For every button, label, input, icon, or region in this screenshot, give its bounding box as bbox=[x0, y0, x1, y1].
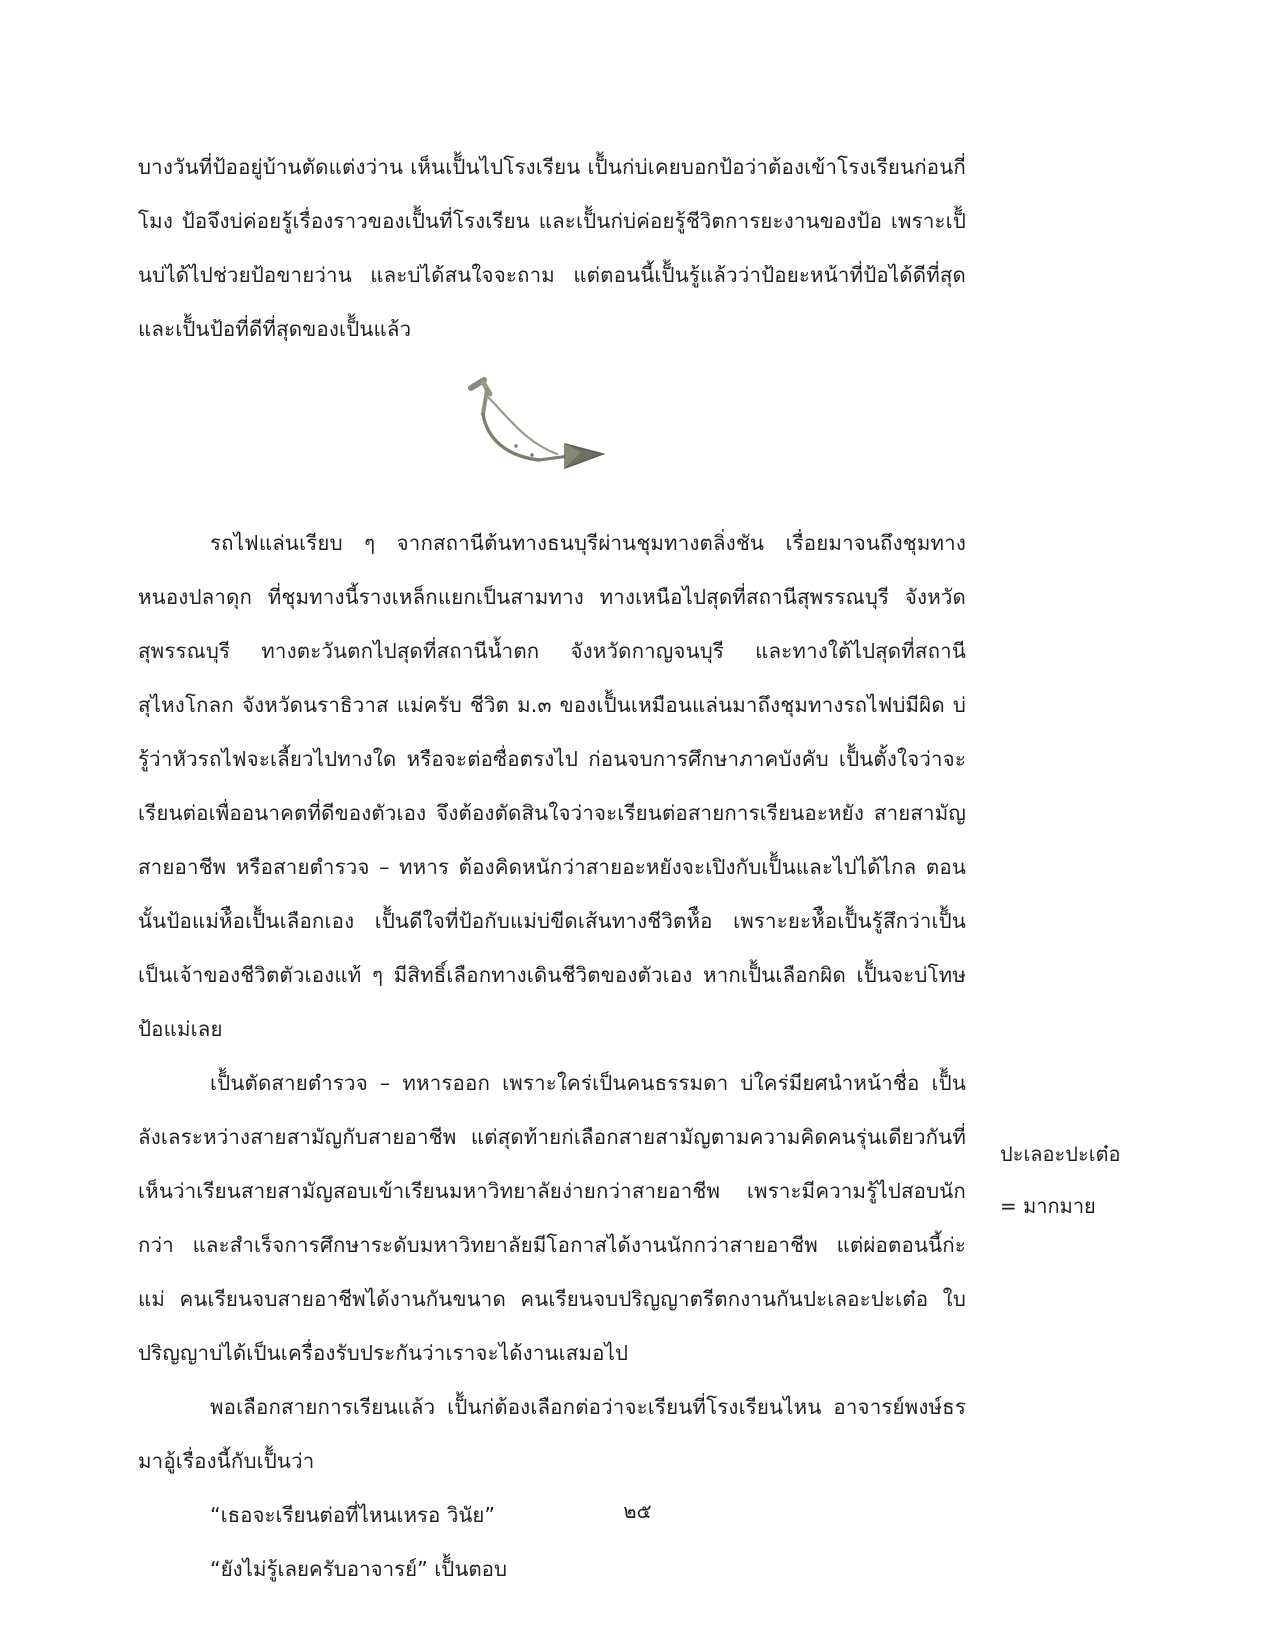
margin-note-definition: = มากมาย bbox=[1000, 1194, 1096, 1218]
paragraph: พอเลือกสายการเรียนแล้ว เป็้นก่ต้องเลือกต่อว่าจะเรียนที่โรงเรียนไหน อาจารย์พงษ์ธรมาอู้เรื่องนี้กับเป็้นว่า bbox=[138, 1395, 966, 1473]
margin-note-term: ปะเลอะปะเต๋อ bbox=[1000, 1142, 1121, 1166]
page-number: ๒๕ bbox=[623, 1499, 652, 1523]
plow-illustration bbox=[138, 374, 966, 506]
paragraph: เป็้นตัดสายตำรวจ – ทหารออก เพราะใคร่เป็นคนธรรมดา บ่ใคร่มียศนำหน้าชื่อ เป็้นลังเลระหว่างสายสามัญกับสายอาชีพ แต่สุดท้ายก่เลือกสายสามัญตามความคิดคนรุ่นเดียวกันที่เห็นว่าเรียนสายสามัญสอบเข้าเรียนมหาวิทยาลัยง่ายกว่าสายอาชีพ เพราะมีความรู้ไปสอบนักกว่า และสำเร็จการศึกษาระดับมหาวิทยาลัยมีโอกาสได้งานนักกว่าสายอาชีพ แต่ผ่อตอนนี้ก่ะแม่ คนเรียนจบสายอาชีพได้งานกันขนาด คนเรียนจบปริญญาตรีตกงานกันปะเลอะปะเต๋อ ใบปริญญาบ่ได้เป็นเครื่องรับประกันว่าเราจะได้งานเสมอไป bbox=[138, 1071, 966, 1365]
dialogue-line: “ยังไม่รู้เลยครับอาจารย์” เป็้นตอบ bbox=[210, 1557, 507, 1581]
paragraph: บางวันที่ป้ออยู่บ้านตัดแต่งว่าน เห็นเป็้นไปโรงเรียน เป็้นก่บ่เคยบอกป้อว่าต้องเข้าโรงเรียนก่อนกี่โมง ป้อจึงบ่ค่อยรู้เรื่องราวของเป็้นที่โรงเรียน และเป็้นก่บ่ค่อยรู้ชีวิตการยะงานของป้อ เพราะเป็้นบ่ได้ไปช่วยป้อขายว่าน และบ่ได้สนใจจะถาม แต่ตอนนี้เป็้นรู้แล้วว่าป้อยะหน้าที่ป้อได้ดีที่สุด และเป็้นป้อที่ดีที่สุดของเป็้นแล้ว bbox=[138, 155, 966, 341]
margin-note bbox=[1000, 1128, 1210, 1232]
text-column bbox=[138, 140, 966, 1596]
paragraph: รถไฟแล่นเรียบ ๆ จากสถานีต้นทางธนบุรีผ่านชุมทางตลิ่งชัน เรื่อยมาจนถึงชุมทางหนองปลาดุก ที่ชุมทางนี้รางเหล็กแยกเป็นสามทาง ทางเหนือไปสุดที่สถานีสุพรรณบุรี จังหวัดสุพรรณบุรี ทางตะวันตกไปสุดที่สถานีน้ำตก จังหวัดกาญจนบุรี และทางใต้ไปสุดที่สถานีสุไหงโกลก จังหวัดนราธิวาส แม่ครับ ชีวิต ม.๓ ของเป็้นเหมือนแล่นมาถึงชุมทางรถไฟบ่มีผิด บ่รู้ว่าหัวรถไฟจะเลี้ยวไปทางใด หรือจะต่อซื่อตรงไป ก่อนจบการศึกษาภาคบังคับ เป็้นตั้งใจว่าจะเรียนต่อเพื่ออนาคตที่ดีของตัวเอง จึงต้องตัดสินใจว่าจะเรียนต่อสายการเรียนอะหยัง สายสามัญ สายอาชีพ หรือสายตำรวจ – ทหาร ต้องคิดหนักว่าสายอะหยังจะเปิงกับเป็้นและไปได้ไกล ตอนนั้นป้อแม่ห้ือเป็้นเลือกเอง เป็้นดีใจที่ป้อกับแม่บ่ขีดเส้นทางชีวิตห้ือ เพราะยะห้ือเป็้นรู้สึกว่าเป็้นเป็นเจ้าของชีวิตตัวเองแท้ ๆ มีสิทธิ์เลือกทางเดินชีวิตของตัวเอง หากเป็้นเลือกผิด เป็้นจะบ่โทษป้อแม่เลย bbox=[138, 531, 966, 1041]
dialogue-line: “เธอจะเรียนต่อที่ไหนเหรอ วินัย” bbox=[210, 1503, 496, 1527]
